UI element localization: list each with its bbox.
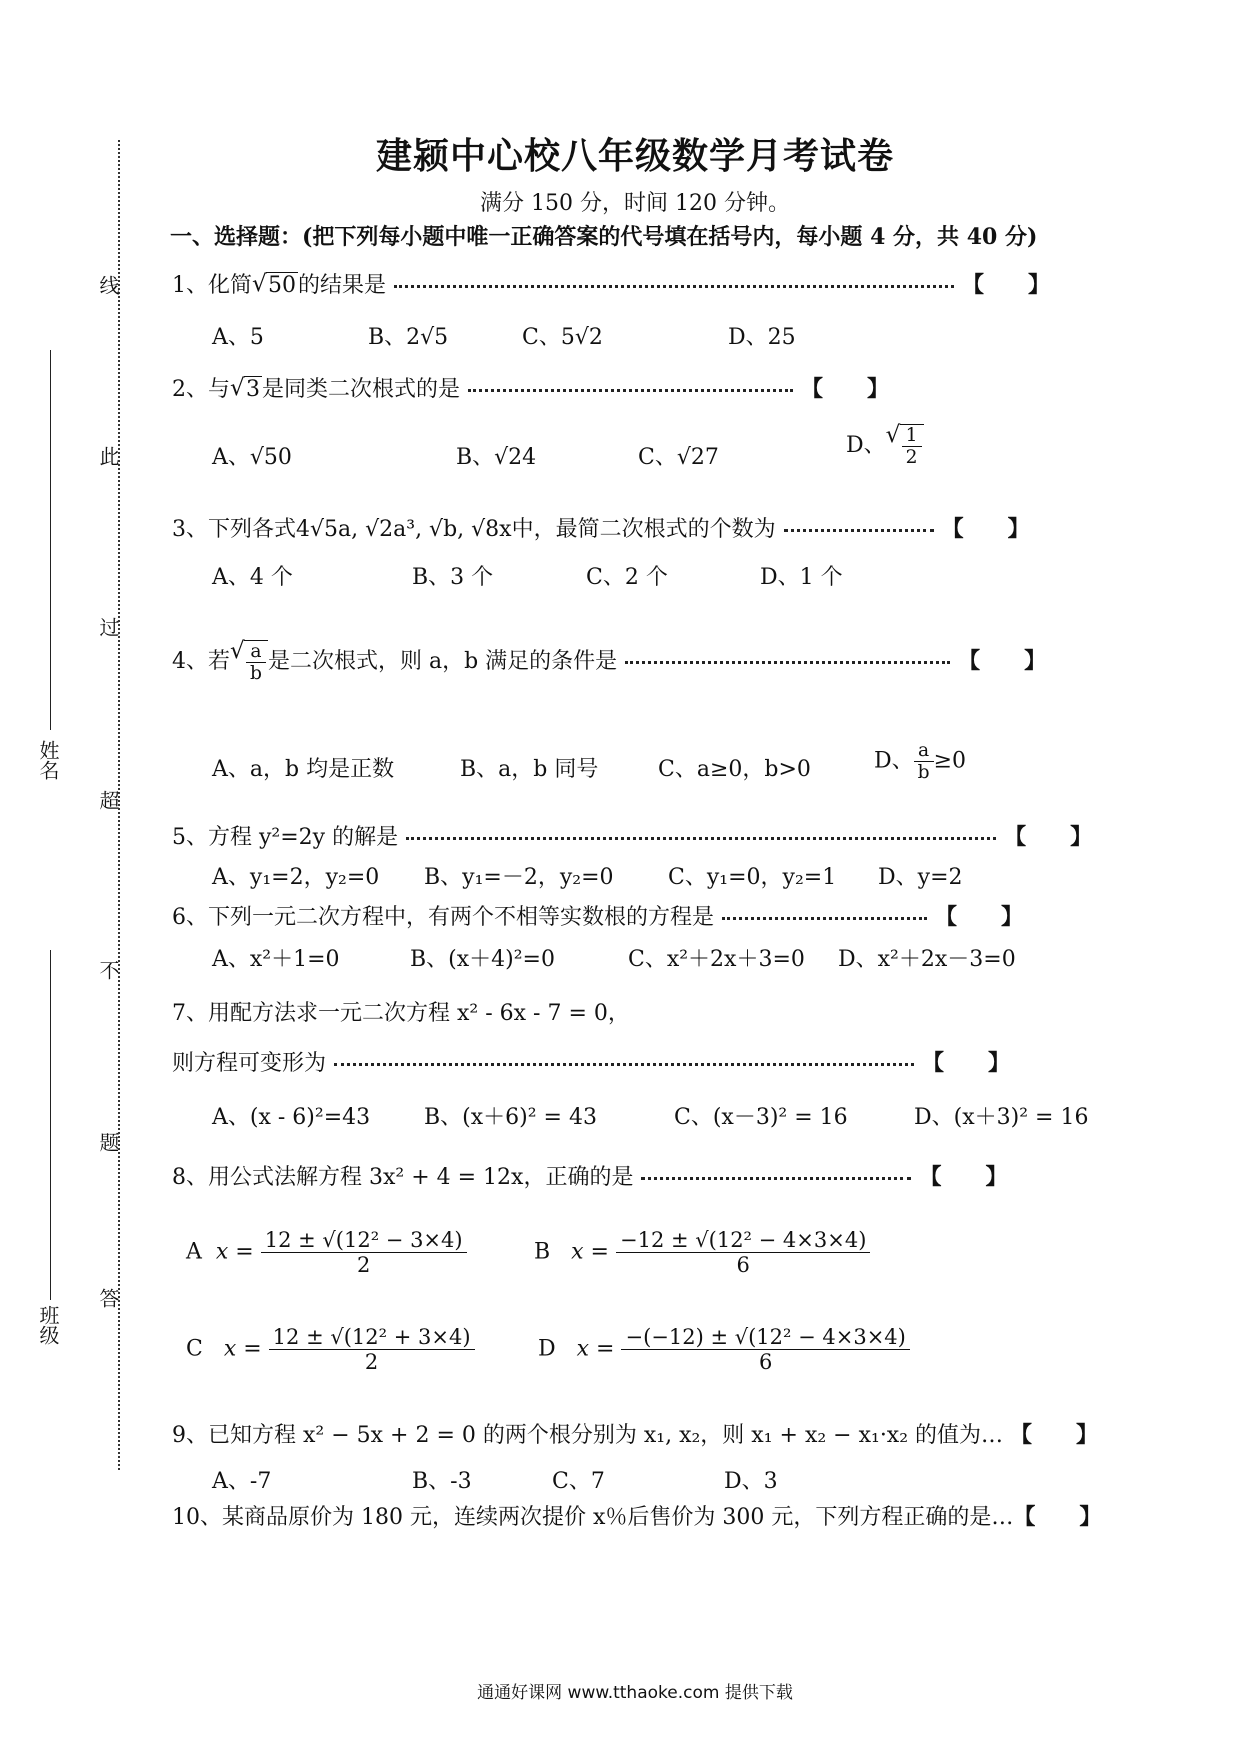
seal-char: 题 xyxy=(96,1132,120,1152)
answer-bracket[interactable]: 【 】 xyxy=(919,1164,1008,1190)
question-6: 6、下列一元二次方程中，有两个不相等实数根的方程是 【 】 xyxy=(172,904,1024,930)
page-title: 建颍中心校八年级数学月考试卷 xyxy=(375,135,894,177)
question-7: 7、用配方法求一元二次方程 x² - 6x - 7 = 0， xyxy=(172,1001,630,1026)
q2-option: C、√27 xyxy=(638,445,719,470)
question-8: 8、用公式法解方程 3x² + 4 = 12x，正确的是 【 】 xyxy=(172,1164,1008,1190)
q1-option: A、5 xyxy=(212,325,264,350)
q1-option: B、2√5 xyxy=(368,325,449,350)
q9-option: C、7 xyxy=(552,1469,605,1494)
question-9: 9、已知方程 x² − 5x + 2 = 0 的两个根分别为 x₁, x₂，则 x₁ + x₂ − x₁·x₂ 的值为… 【 】 xyxy=(172,1422,1099,1448)
seal-char: 过 xyxy=(96,617,120,637)
name-underline xyxy=(50,350,51,730)
q9-option: B、-3 xyxy=(412,1469,472,1494)
q4-option: C、a≥0，b>0 xyxy=(658,757,811,782)
q5-option: C、y₁=0，y₂=1 xyxy=(668,865,837,890)
question-4: 4、若 √ $\frac{a}{b}$ 是二次根式，则 a，b 满足的条件是 【 】 xyxy=(172,640,1046,684)
answer-bracket[interactable]: 【 】 xyxy=(1004,824,1093,850)
seal-char: 答 xyxy=(96,1288,120,1308)
seal-char: 此 xyxy=(96,446,120,466)
q7-option: A、(x - 6)²=43 xyxy=(212,1105,371,1130)
q2-option: B、√24 xyxy=(456,445,537,470)
q6-option: B、(x＋4)²=0 xyxy=(410,947,555,972)
q7-option: C、(x－3)² = 16 xyxy=(674,1105,848,1130)
section-heading: 一、选择题：(把下列每小题中唯一正确答案的代号填在括号内，每小题 4 分，共 40 分) xyxy=(170,224,1038,250)
q4-option: D、 $\frac{a}{b}$ ≥0 xyxy=(874,740,967,783)
q9-option: D、3 xyxy=(724,1469,778,1494)
q3-option: B、3 个 xyxy=(412,565,494,590)
q3-option: A、4 个 xyxy=(212,565,293,590)
q3-option: C、2 个 xyxy=(586,565,668,590)
q9-option: A、-7 xyxy=(212,1469,272,1494)
q3-option: D、1 个 xyxy=(760,565,843,590)
q6-option: D、x²＋2x－3=0 xyxy=(838,947,1016,972)
seal-char: 超 xyxy=(96,790,120,810)
class-underline xyxy=(50,950,51,1300)
q5-option: B、y₁=－2，y₂=0 xyxy=(424,865,614,890)
q4-option: B、a，b 同号 xyxy=(460,757,599,782)
q6-option: C、x²＋2x＋3=0 xyxy=(628,947,805,972)
q2-option: D、 √ $\frac{1}{2}$ xyxy=(846,424,924,468)
q5-option: A、y₁=2，y₂=0 xyxy=(212,865,380,890)
q8-option-b: B x = $\frac{\text{−12 ± √(12² − 4×3×4)}}{6}$ xyxy=(534,1228,870,1277)
question-2: 2、与√ 3是同类二次根式的是 【 】 xyxy=(172,372,889,403)
q4-option: A、a，b 均是正数 xyxy=(212,757,395,782)
answer-bracket[interactable]: 【 】 xyxy=(1013,1504,1102,1530)
name-label: 姓名 xyxy=(36,740,60,780)
question-10: 10、某商品原价为 180 元，连续两次提价 x％后售价为 300 元，下列方程正确的是…【 】 xyxy=(172,1504,1102,1530)
q1-option: C、5√2 xyxy=(522,325,603,350)
footer-source: 通通好课网 www.tthaoke.com 提供下载 xyxy=(477,1683,793,1703)
answer-bracket[interactable]: 【 】 xyxy=(958,648,1047,674)
question-1: 1、化简√ 50的结果是 【 】 xyxy=(172,268,1050,299)
q1-option: D、25 xyxy=(728,325,796,350)
q7-option: B、(x＋6)² = 43 xyxy=(424,1105,597,1130)
answer-bracket[interactable]: 【 】 xyxy=(941,516,1030,542)
answer-bracket[interactable]: 【 】 xyxy=(935,904,1024,930)
seal-char: 线 xyxy=(96,275,120,295)
q5-option: D、y=2 xyxy=(878,865,963,890)
answer-bracket[interactable]: 【 】 xyxy=(1010,1422,1099,1448)
q8-option-a: A x = $\frac{\text{12 ± √(12² − 3×4)}}{2}$ xyxy=(186,1228,467,1277)
question-5: 5、方程 y²=2y 的解是 【 】 xyxy=(172,824,1093,850)
seal-char: 不 xyxy=(96,960,120,980)
q6-option: A、x²＋1=0 xyxy=(212,947,340,972)
answer-bracket[interactable]: 【 】 xyxy=(962,272,1051,298)
q8-option-d: D x = $\frac{\text{−(−12) ± √(12² − 4×3×4)}}{6}$ xyxy=(538,1325,910,1374)
question-7-line2: 则方程可变形为 【 】 xyxy=(172,1050,1011,1076)
q2-option: A、√50 xyxy=(212,445,292,470)
question-3: 3、下列各式4√5a, √2a³, √b, √8x中，最简二次根式的个数为 【 】 xyxy=(172,516,1030,542)
answer-bracket[interactable]: 【 】 xyxy=(922,1050,1011,1076)
page-subtitle: 满分 150 分，时间 120 分钟。 xyxy=(480,191,790,216)
answer-bracket[interactable]: 【 】 xyxy=(801,376,890,402)
q8-option-c: C x = $\frac{\text{12 ± √(12² + 3×4)}}{2}$ xyxy=(186,1325,475,1374)
q7-option: D、(x＋3)² = 16 xyxy=(914,1105,1089,1130)
class-label: 班级 xyxy=(36,1305,60,1345)
